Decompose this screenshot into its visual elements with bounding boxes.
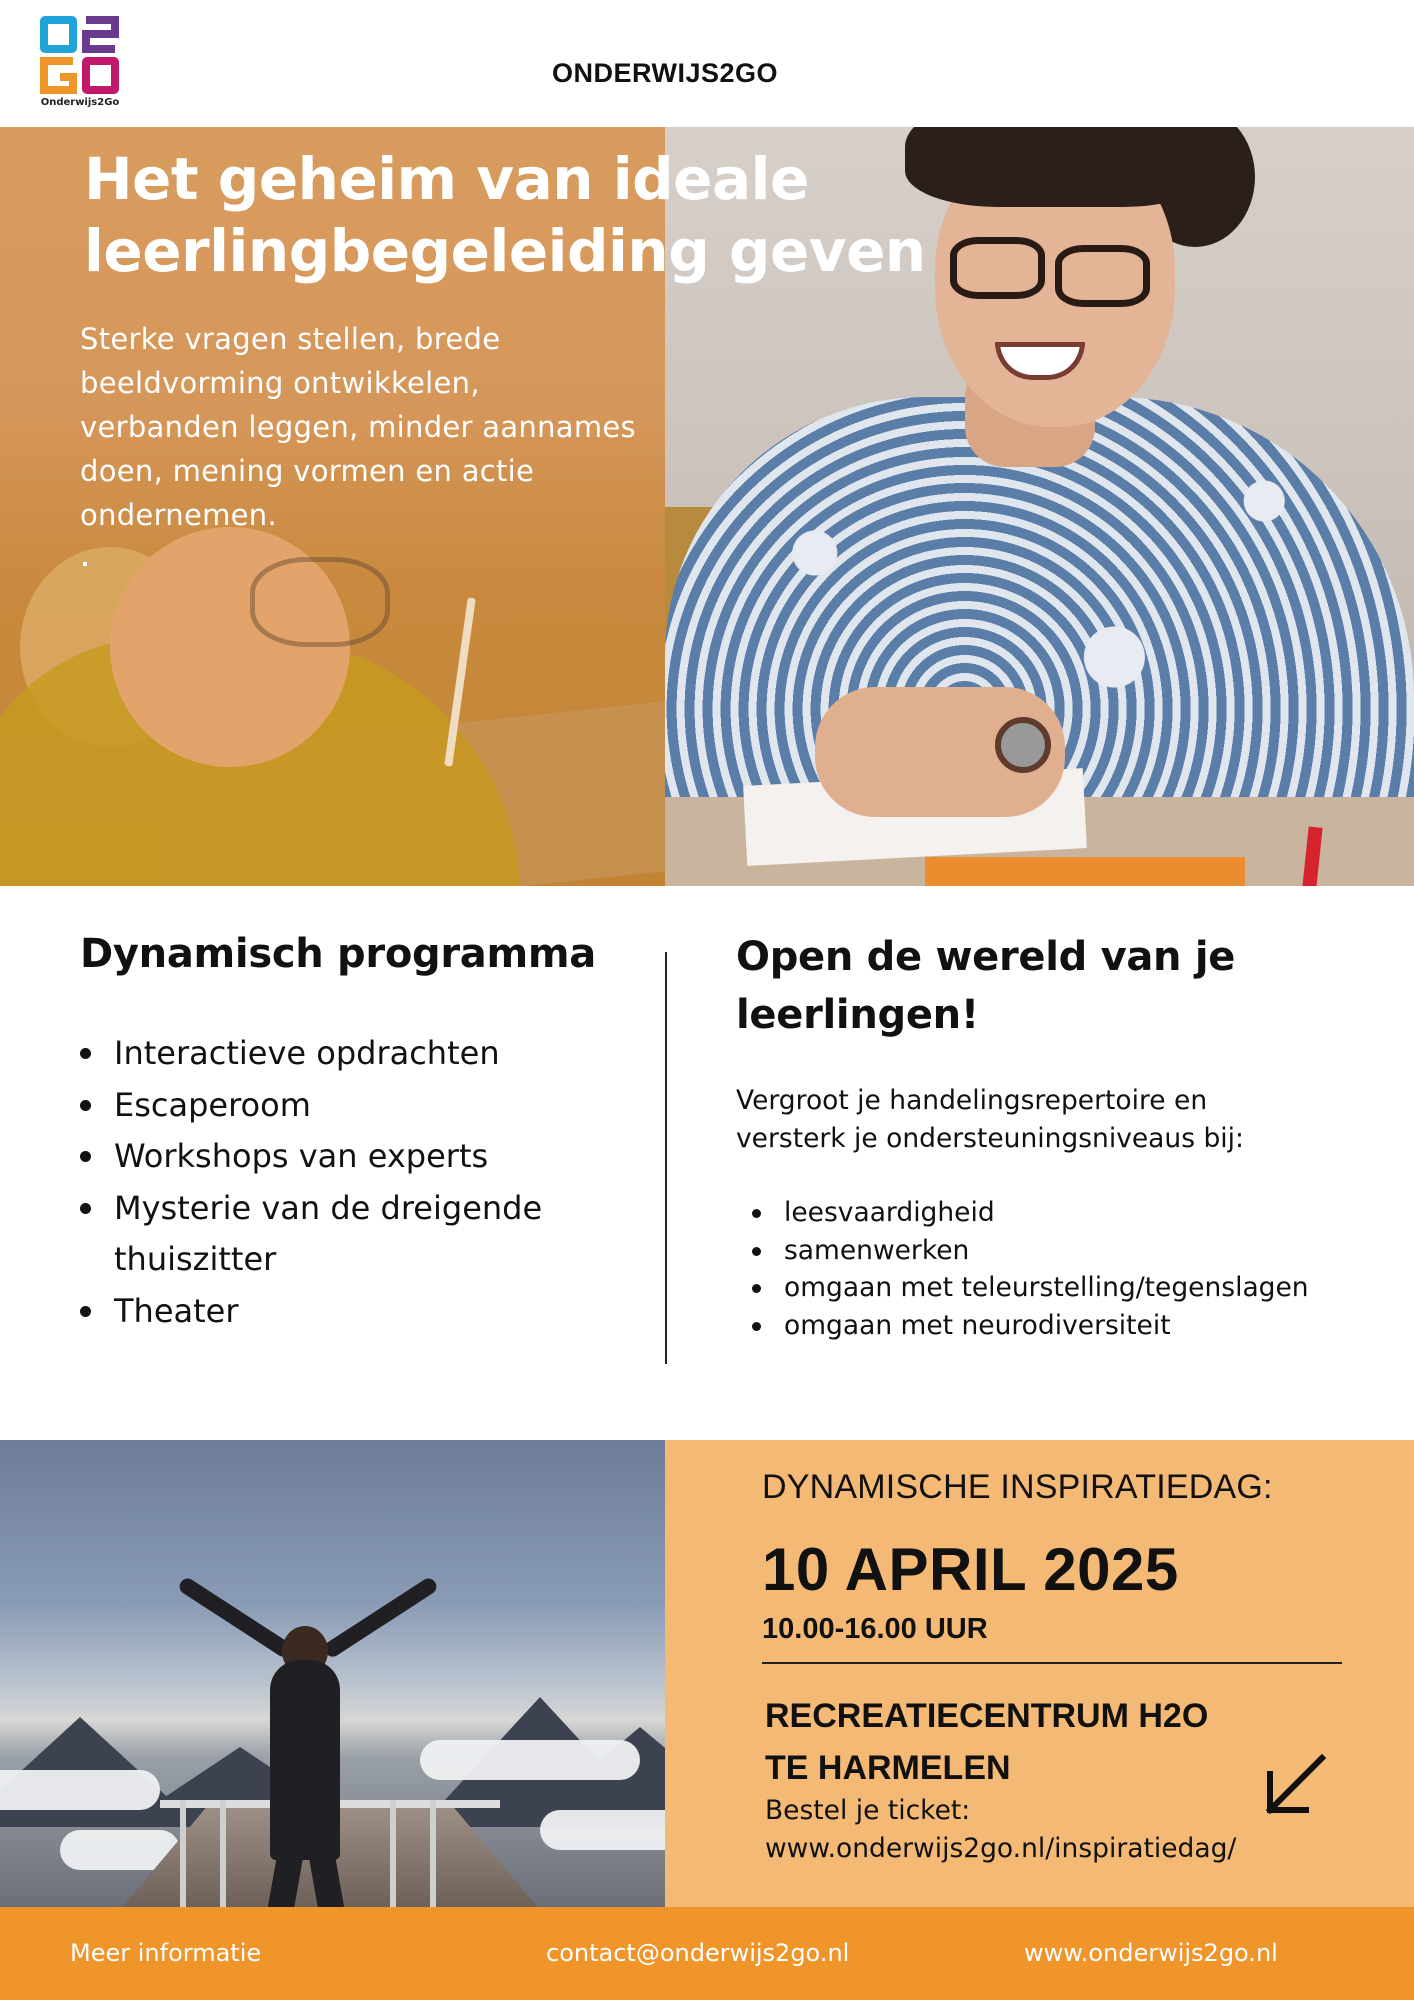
program-item: Mysterie van de dreigende thuiszitter bbox=[80, 1183, 550, 1286]
hero-banner bbox=[0, 127, 1414, 886]
logo-caption: Onderwijs2Go bbox=[40, 97, 120, 108]
world-intro: Vergroot je handelingsrepertoire en versterk je ondersteuningsniveaus bij: bbox=[736, 1085, 1244, 1154]
program-item: Escaperoom bbox=[80, 1080, 640, 1132]
footer-website-link[interactable]: www.onderwijs2go.nl bbox=[1024, 1939, 1278, 1967]
event-date: 10 APRIL 2025 bbox=[762, 1536, 1179, 1603]
footer bbox=[0, 1907, 1414, 2000]
world-column bbox=[736, 928, 1376, 1344]
ticket-label: Bestel je ticket: bbox=[765, 1795, 971, 1826]
event-venue bbox=[765, 1690, 1208, 1794]
program-item: Workshops van experts bbox=[80, 1131, 640, 1183]
world-title: Open de wereld van je leerlingen! bbox=[736, 934, 1236, 1038]
ticket-link[interactable]: www.onderwijs2go.nl/inspiratiedag/ bbox=[765, 1833, 1237, 1864]
skill-item: samenwerken bbox=[736, 1232, 1376, 1270]
event-section bbox=[0, 1440, 1414, 1907]
photo-person-mountains bbox=[0, 1440, 665, 1907]
footer-more-info: Meer informatie bbox=[70, 1939, 262, 1967]
decorative-dot bbox=[83, 562, 87, 566]
event-info-panel bbox=[665, 1440, 1414, 1907]
skill-list bbox=[736, 1194, 1376, 1344]
program-column bbox=[80, 928, 640, 1337]
event-venue-line-2: TE HARMELEN bbox=[765, 1749, 1011, 1787]
event-divider bbox=[762, 1662, 1342, 1664]
program-item: Interactieve opdrachten bbox=[80, 1028, 640, 1080]
footer-email-link[interactable]: contact@onderwijs2go.nl bbox=[546, 1939, 850, 1967]
ticket-info bbox=[765, 1792, 1236, 1868]
program-title: Dynamisch programma bbox=[80, 931, 596, 977]
hero-title bbox=[84, 143, 1084, 287]
hero-title-line-1: Het geheim van ideale bbox=[84, 145, 809, 213]
program-list bbox=[80, 1028, 640, 1337]
header bbox=[0, 0, 1414, 127]
event-venue-line-1: RECREATIECENTRUM H2O bbox=[765, 1697, 1209, 1735]
event-label: DYNAMISCHE INSPIRATIEDAG: bbox=[762, 1468, 1273, 1506]
hero-subtitle: Sterke vragen stellen, brede beeldvorming ontwikkelen, verbanden leggen, minder aannames doen, mening vormen en actie ondernemen. bbox=[80, 322, 636, 532]
arrow-down-left-icon bbox=[1260, 1750, 1330, 1820]
skill-item: leesvaardigheid bbox=[736, 1194, 1376, 1232]
content-section bbox=[0, 886, 1414, 1440]
event-time: 10.00-16.00 UUR bbox=[762, 1613, 988, 1645]
brand-title: ONDERWIJS2GO bbox=[551, 58, 779, 88]
program-item: Theater bbox=[80, 1286, 640, 1338]
skill-item: omgaan met neurodiversiteit bbox=[736, 1307, 1376, 1345]
hero-title-line-2: leerlingbegeleiding geven bbox=[84, 217, 926, 285]
skill-item: omgaan met teleurstelling/tegenslagen bbox=[736, 1269, 1376, 1307]
column-divider bbox=[665, 952, 667, 1364]
